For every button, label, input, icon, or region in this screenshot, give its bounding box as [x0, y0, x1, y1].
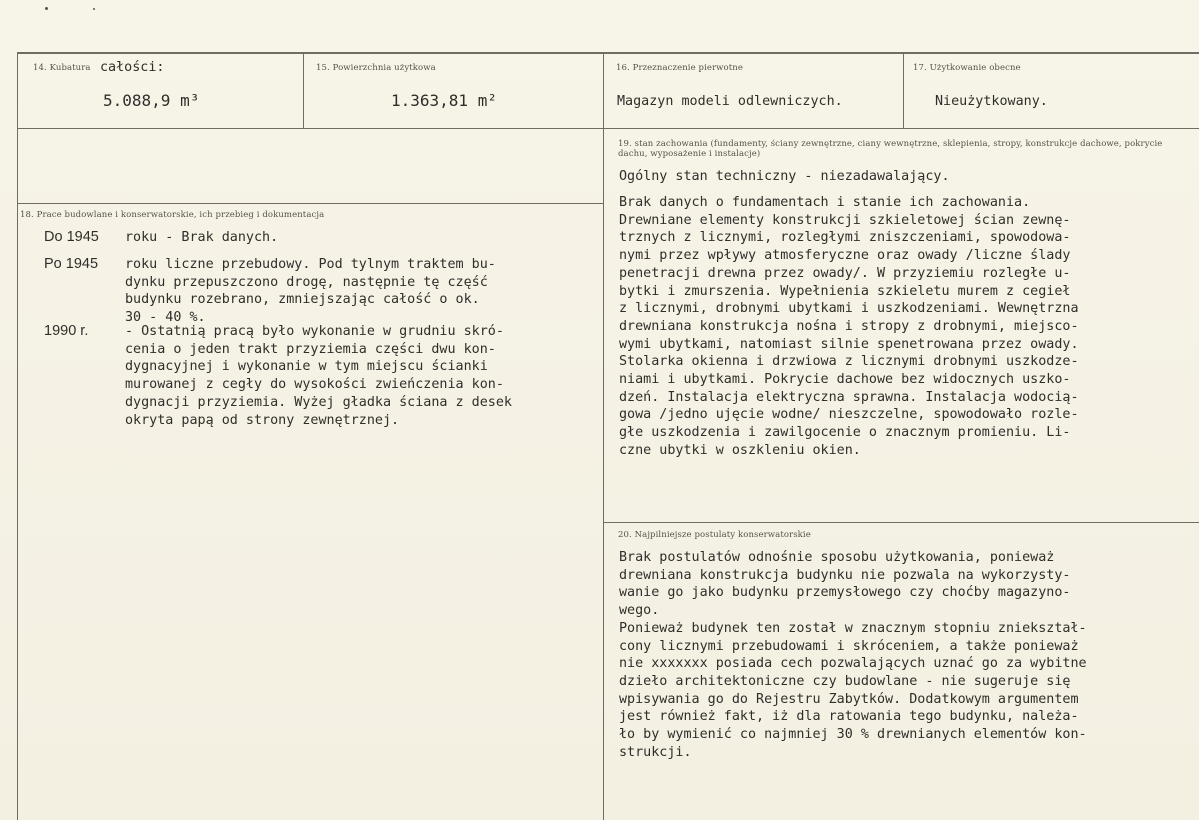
field-19-headline: Ogólny stan techniczny - niezadawalający.	[619, 169, 950, 184]
field-16-label: 16. Przeznaczenie pierwotne	[616, 63, 743, 73]
field-17-label: 17. Użytkowanie obecne	[913, 63, 1021, 73]
field-14-value: 5.088,9 m³	[103, 91, 200, 110]
field-20-label: 20. Najpilniejsze postulaty konserwatorskie	[618, 530, 811, 540]
rule-left-mid	[17, 128, 603, 129]
field-20-body: Brak postulatów odnośnie sposobu użytkowania, ponieważ drewniana konstrukcja budynku nie pozwala na wykorzysty- wanie go jako budynku przemysłowego czy choćby magazyno- wego. Ponieważ budynek ten został w znacznym stopniu zniekształ- cony licznymi przebudowami i skróceniem, a także ponieważ nie xxxxxxx posiada cech pozwalających uznać go za wybitne dzieło architektoniczne czy budowlane - nie sugeruje się wpisywania go do Rejestru Zabytków. Dodatkowym argumentem jest również fakt, iż dla ratowania tego budynku, należa- ło by wymienić co najmniej 30 % drewnianych elementów kon- strukcji.	[619, 550, 1087, 760]
rule-section-20	[603, 522, 1199, 523]
entry-1-date: Do 1945	[44, 229, 99, 245]
field-15-label: 15. Powierzchnia użytkowa	[316, 63, 436, 73]
field-18-label: 18. Prace budowlane i konserwatorskie, ich przebieg i dokumentacja	[20, 210, 325, 220]
field-14-label-typed: całości:	[100, 60, 165, 75]
entry-1-text: roku - Brak danych.	[125, 230, 279, 245]
field-14-label: 14. Kubatura	[33, 63, 91, 73]
left-border	[17, 52, 18, 820]
rule-right-mid	[603, 128, 1199, 129]
entry-2-date: Po 1945	[44, 256, 99, 272]
divider-14-15	[303, 52, 304, 128]
top-rule	[17, 52, 1199, 54]
field-19-label: 19. stan zachowania (fundamenty, ściany zewnętrzne, ciany wewnętrzne, sklepienia, stropy, konstrukcje dachowe, pokrycie dachu, wyposażenie i instalacje)	[618, 139, 1163, 159]
entry-2-text: roku liczne przebudowy. Pod tylnym traktem bu- dynku przepuszczono drogę, następnie tę część budynku rozebrano, zmniejszając całość o ok. 30 - 40 %.	[125, 257, 496, 326]
entry-3-text: - Ostatnią pracą było wykonanie w grudniu skró- cenia o jeden trakt przyziemia części dwu kon- dygnacyjnej i wykonanie w tym miejscu ścianki murowanej z cegły do wysokości zwieńczenia kon- dygnacji przyziemia. Wyżej gładka ściana z desek okryta papą od strony zewnętrznej.	[125, 324, 512, 428]
field-15-value: 1.363,81 m²	[391, 91, 497, 110]
punch-mark	[45, 7, 48, 10]
punch-mark	[93, 8, 95, 10]
field-19-body: Brak danych o fundamentach i stanie ich zachowania. Drewniane elementy konstrukcji szkieletowej ścian zewnę- trznych z licznymi, rozległymi zniszczeniami, spowodowa- nymi przez wpływy atmosferyczne oraz owady /liczne ślady penetracji drewna przez owady/. W przyziemiu rozległe u- bytki i zmurszenia. Wypełnienia szkieletu murem z cegieł z licznymi, drobnymi ubytkami i uszkodzeniami. Wewnętrzna drewniana konstrukcja nośna i stropy z drobnymi, miejsco- wymi ubytkami, natomiast silnie spenetrowana przez owady. Stolarka okienna i drzwiowa z licznymi drobnymi uszkodze- niami i ubytkami. Pokrycie dachowe bez widocznych uszko- dzeń. Instalacja elektryczna sprawna. Instalacja wodocią- gowa /jedno ujęcie wodne/ nieszczelne, spowodowało rozle- głe uszkodzenia i zawilgocenie o znacznym promieniu. Li- czne ubytki w oszkleniu okien.	[619, 195, 1079, 458]
field-17-value: Nieużytkowany.	[935, 94, 1048, 109]
rule-section-18	[17, 203, 603, 204]
center-divider	[603, 52, 604, 820]
divider-16-17	[903, 52, 904, 128]
entry-3-date: 1990 r.	[44, 323, 89, 339]
field-16-value: Magazyn modeli odlewniczych.	[617, 94, 843, 109]
